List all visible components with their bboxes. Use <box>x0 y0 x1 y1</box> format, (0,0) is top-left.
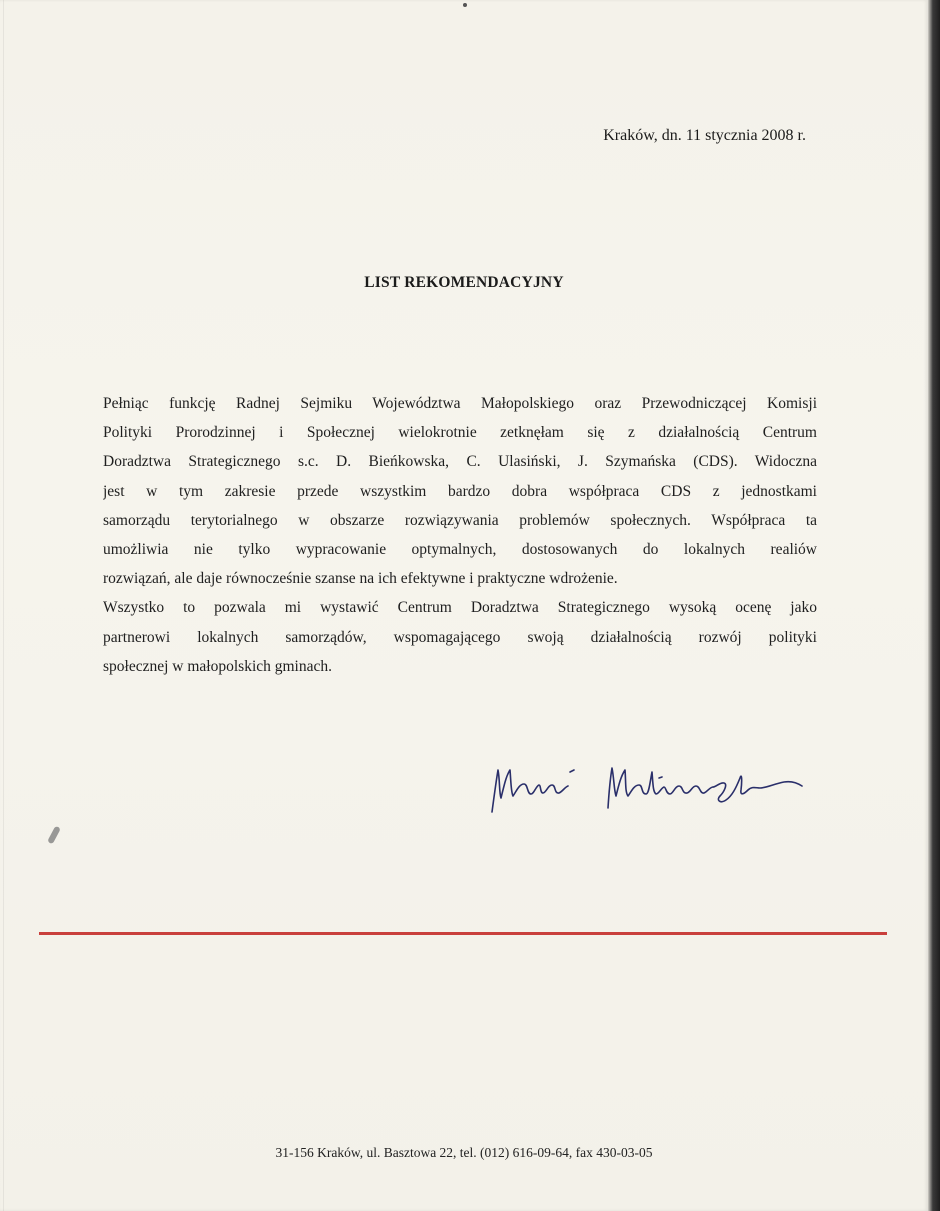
body-line: jest w tym zakresie przede wszystkim bardzo dobra współpraca CDS z jednostkami <box>103 482 817 500</box>
paper-edge-line <box>3 0 4 1211</box>
body-line: Polityki Prorodzinnej i Społecznej wielokrotnie zetknęłam się z działalnością Centrum <box>103 424 817 442</box>
body-line: społecznej w małopolskich gminach. <box>103 657 332 675</box>
letter-date: Kraków, dn. 11 stycznia 2008 r. <box>603 127 806 144</box>
letter-title: LIST REKOMENDACYJNY <box>364 274 564 291</box>
body-line: partnerowi lokalnych samorządów, wspomagającego swoją działalnością rozwój polityki <box>103 628 817 646</box>
body-line: Pełniąc funkcję Radnej Sejmiku Województwa Małopolskiego oraz Przewodniczącej Komisji <box>103 395 817 412</box>
letterhead-footer-address: 31-156 Kraków, ul. Basztowa 22, tel. (012) 616-09-64, fax 430-03-05 <box>275 1145 653 1160</box>
footer-divider <box>39 932 887 935</box>
pen-stroke-mark <box>47 826 61 845</box>
body-line: samorządu terytorialnego w obszarze rozwiązywania problemów społecznych. Współpraca ta <box>103 511 817 529</box>
body-line: Wszystko to pozwala mi wystawić Centrum Doradztwa Strategicznego wysoką ocenę jako <box>103 599 817 617</box>
body-line: rozwiązań, ale daje równocześnie szanse na ich efektywne i praktyczne wdrożenie. <box>103 570 618 588</box>
body-line: Doradztwa Strategicznego s.c. D. Bieńkowska, C. Ulasiński, J. Szymańska (CDS). Widoczna <box>103 453 817 471</box>
handwritten-signature <box>484 752 814 824</box>
letter-body <box>103 389 817 681</box>
scan-right-edge <box>928 0 940 1211</box>
body-line: umożliwia nie tylko wypracowanie optymalnych, dostosowanych do lokalnych realiów <box>103 540 817 558</box>
ink-dot-mark <box>463 3 467 7</box>
